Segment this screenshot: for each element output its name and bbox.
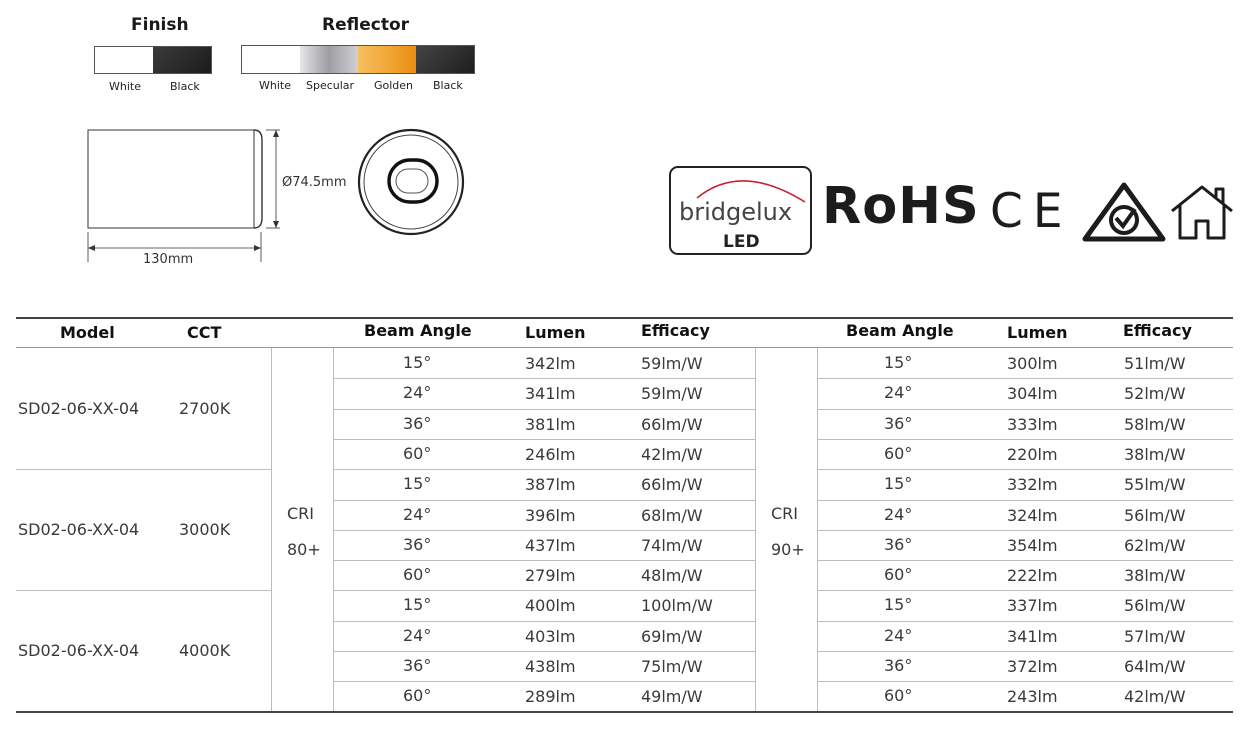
row-divider-90 [817,681,1233,682]
row-divider-80 [333,469,755,470]
table-header-rule [16,347,1233,348]
lumen-90-cell: 300lm [1007,354,1058,373]
beam-angle-80-cell: 15° [403,595,432,615]
finish-label-black: Black [170,80,200,93]
lumen-80-cell: 403lm [525,626,576,646]
row-divider-80 [333,409,755,410]
lumen-90-cell: 354lm [1007,535,1058,555]
reflector-label-black: Black [433,79,463,92]
lumen-80-cell: 387lm [525,475,576,495]
beam-angle-80-cell: 60° [403,686,432,706]
model-cell: SD02-06-XX-04 [18,398,140,418]
beam-angle-80-cell: 24° [403,504,432,524]
beam-angle-90-cell: 36° [884,413,913,433]
efficacy-80-cell: 68lm/W [641,505,703,525]
efficacy-80-cell: 66lm/W [641,475,703,495]
efficacy-90-cell: 52lm/W [1124,384,1186,404]
cri-80-value: 80+ [287,540,321,559]
cri-90-value: 90+ [771,540,805,559]
beam-angle-90-cell: 24° [884,625,913,645]
bridgelux-wordmark: bridgelux [679,198,793,226]
efficacy-90-cell: 57lm/W [1124,626,1186,646]
beam-angle-90-cell: 36° [884,534,913,554]
row-divider-90 [817,409,1233,410]
table-top-rule [16,317,1233,319]
efficacy-80-cell: 48lm/W [641,566,703,586]
efficacy-90-cell: 56lm/W [1124,505,1186,525]
beam-angle-80-cell: 15° [403,353,432,372]
efficacy-80-cell: 69lm/W [641,626,703,646]
row-divider-90 [817,590,1233,591]
row-divider-80 [333,681,755,682]
beam-angle-80-cell: 15° [403,474,432,494]
beam-angle-80-cell: 24° [403,383,432,403]
row-divider-80 [333,530,755,531]
row-divider-90 [817,500,1233,501]
lumen-90-cell: 337lm [1007,596,1058,616]
cct-cell: 4000K [179,641,231,660]
lumen-80-cell: 289lm [525,687,576,707]
lumen-80-cell: 246lm [525,444,576,464]
group-divider-left [16,590,271,591]
efficacy-80-cell: 74lm/W [641,535,703,555]
beam-angle-80-cell: 36° [403,413,432,433]
beam-angle-90-cell: 60° [884,443,913,463]
row-divider-80 [333,560,755,561]
beam-angle-80-cell: 36° [403,534,432,554]
efficacy-90-cell: 62lm/W [1124,535,1186,555]
beam-angle-80-cell: 36° [403,656,432,675]
header-cct: CCT [187,323,222,342]
row-divider-90 [817,651,1233,652]
cct-cell: 2700K [179,398,231,418]
ce-mark-text: CE [990,184,1073,239]
row-divider-80 [333,651,755,652]
efficacy-80-cell: 75lm/W [641,657,703,676]
row-divider-90 [817,469,1233,470]
length-label: 130mm [143,252,194,267]
group-divider-left [16,469,271,470]
lumen-80-cell: 279lm [525,566,576,586]
lumen-90-cell: 222lm [1007,566,1058,586]
reflector-label-golden: Golden [374,79,414,92]
row-divider-80 [333,439,755,440]
lumen-90-cell: 324lm [1007,505,1058,525]
efficacy-80-cell: 66lm/W [641,414,703,434]
divider-cri-80-left [271,348,272,711]
beam-angle-90-cell: 15° [884,474,913,494]
lumen-80-cell: 438lm [525,657,576,676]
efficacy-90-cell: 58lm/W [1124,414,1186,434]
beam-angle-80-cell: 24° [403,625,432,645]
beam-angle-90-cell: 15° [884,595,913,615]
efficacy-90-cell: 64lm/W [1124,657,1186,676]
model-cell: SD02-06-XX-04 [18,519,140,539]
header-model: Model [60,323,115,342]
lumen-80-cell: 400lm [525,596,576,616]
lumen-80-cell: 381lm [525,414,576,434]
lumen-80-cell: 341lm [525,384,576,404]
beam-angle-90-cell: 24° [884,504,913,524]
lumen-90-cell: 332lm [1007,475,1058,495]
row-divider-90 [817,378,1233,379]
efficacy-80-cell: 59lm/W [641,384,703,404]
beam-angle-90-cell: 36° [884,656,913,675]
lumen-80-cell: 396lm [525,505,576,525]
header-efficacy-80: Efficacy [641,321,710,340]
diameter-label: Ø74.5mm [282,175,347,190]
row-divider-80 [333,590,755,591]
beam-angle-90-cell: 15° [884,353,913,372]
beam-angle-90-cell: 24° [884,383,913,403]
divider-cri-90-left [755,348,756,711]
efficacy-90-cell: 42lm/W [1124,687,1186,707]
finish-label-white: White [109,80,141,93]
lumen-90-cell: 341lm [1007,626,1058,646]
bridgelux-led-text: LED [723,232,760,252]
lumen-90-cell: 220lm [1007,444,1058,464]
reflector-label-specular: Specular [306,79,355,92]
cri-90-label: CRI [771,504,799,523]
row-divider-90 [817,439,1233,440]
beam-angle-80-cell: 60° [403,565,432,585]
lumen-80-cell: 342lm [525,354,576,373]
header-beam-angle-80: Beam Angle [364,321,472,340]
efficacy-80-cell: 100lm/W [641,596,713,616]
row-divider-90 [817,530,1233,531]
beam-angle-90-cell: 60° [884,565,913,585]
row-divider-80 [333,621,755,622]
reflector-label-white: White [259,79,291,92]
header-efficacy-90: Efficacy [1123,321,1192,340]
beam-angle-90-cell: 60° [884,686,913,706]
beam-angle-80-cell: 60° [403,443,432,463]
cri-80-label: CRI [287,504,315,523]
row-divider-80 [333,500,755,501]
efficacy-90-cell: 56lm/W [1124,596,1186,616]
lumen-90-cell: 372lm [1007,657,1058,676]
header-lumen-90: Lumen [1007,323,1068,342]
cct-cell: 3000K [179,519,231,539]
row-divider-90 [817,560,1233,561]
rohs-logo: RoHS [822,177,980,236]
efficacy-90-cell: 38lm/W [1124,444,1186,464]
reflector-title: Reflector [322,15,410,35]
header-beam-angle-90: Beam Angle [846,321,954,340]
row-divider-90 [817,621,1233,622]
table-bottom-rule [16,711,1233,713]
lumen-90-cell: 333lm [1007,414,1058,434]
header-lumen-80: Lumen [525,323,586,342]
row-divider-80 [333,378,755,379]
efficacy-90-cell: 55lm/W [1124,475,1186,495]
model-cell: SD02-06-XX-04 [18,641,140,660]
efficacy-90-cell: 51lm/W [1124,354,1186,373]
lumen-80-cell: 437lm [525,535,576,555]
efficacy-80-cell: 59lm/W [641,354,703,373]
lumen-90-cell: 304lm [1007,384,1058,404]
efficacy-90-cell: 38lm/W [1124,566,1186,586]
efficacy-80-cell: 42lm/W [641,444,703,464]
finish-title: Finish [131,15,189,35]
efficacy-80-cell: 49lm/W [641,687,703,707]
lumen-90-cell: 243lm [1007,687,1058,707]
